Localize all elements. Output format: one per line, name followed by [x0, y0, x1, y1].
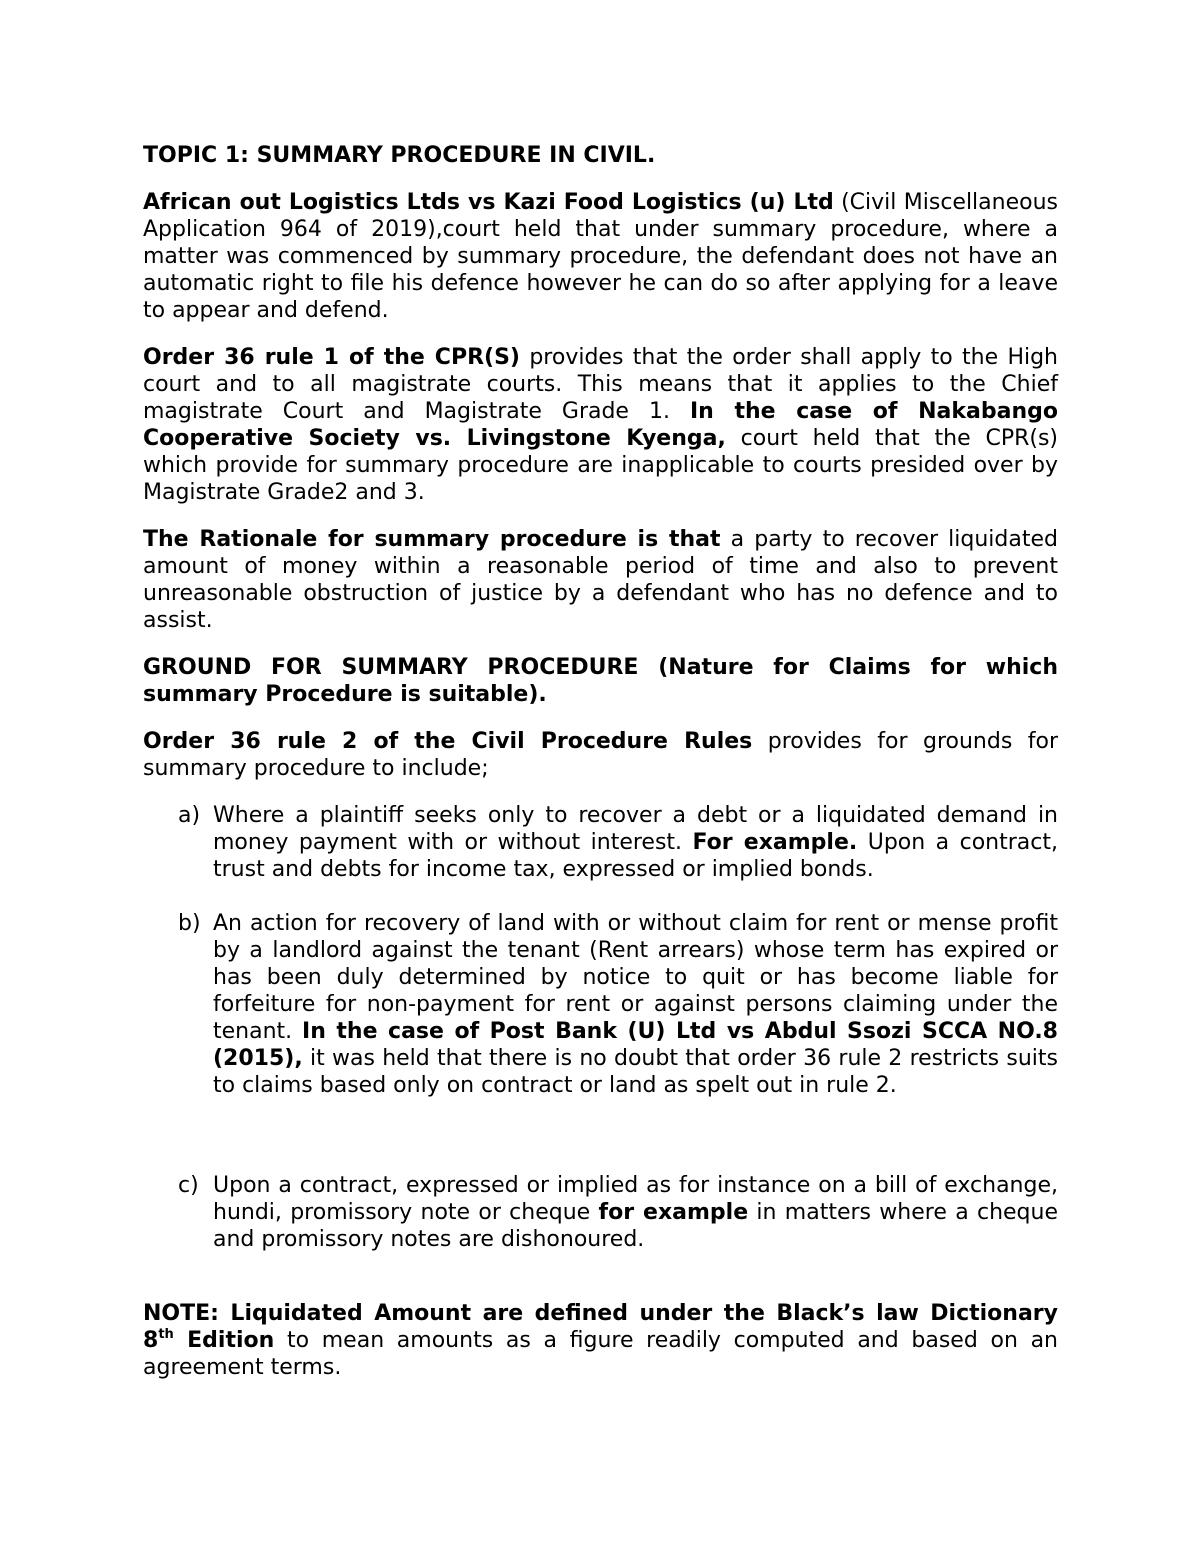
paragraph-rationale	[143, 526, 1058, 634]
note-lead: NOTE: Liquidated Amount are defined under the Black’s law Dictionary 8	[143, 1301, 1058, 1353]
list-item	[143, 910, 1058, 1099]
paragraph-text: court held that the CPR(s) which provide for summary procedure are inapplicable to courts presided over by Magistrate Grade2 and 3.	[143, 426, 1059, 505]
list-item-text: it was held that there is no doubt that order 36 rule 2 restricts suits to claims based only on contract or land as spelt out in rule 2.	[213, 1046, 1058, 1098]
list-item-text: Where a plaintiff seeks only to recover a debt or a liquidated demand in money payment with or without interest.	[213, 803, 1058, 855]
note-edition: Edition	[173, 1328, 275, 1353]
list-item	[143, 802, 1058, 883]
case-name-nakabango: In the case of Nakabango Cooperative Society vs. Livingstone Kyenga,	[143, 399, 1058, 451]
paragraph-text: (Civil Miscellaneous Application 964 of 2019),court held that under summary procedure, where a matter was commenced by summary procedure, the defendant does not have an automatic right to file his defence however he can do so after applying for a leave to appear and defend.	[143, 190, 1058, 323]
paragraph-african-out-logistics	[143, 189, 1058, 324]
list-item-text: in matters where a cheque and promissory notes are dishonoured.	[213, 1200, 1058, 1252]
paragraph-order-36-rule-2	[143, 728, 1058, 782]
list-item-bold: For example.	[692, 830, 858, 855]
section-heading-grounds: GROUND FOR SUMMARY PROCEDURE (Nature for Claims for which summary Procedure is suitable).	[143, 655, 1058, 707]
document-title: TOPIC 1: SUMMARY PROCEDURE IN CIVIL.	[143, 143, 656, 168]
rule-order-36-rule-2: Order 36 rule 2 of the Civil Procedure Rules	[143, 729, 753, 754]
paragraph-note	[143, 1300, 1058, 1381]
paragraph-text: provides that the order shall apply to the High court and to all magistrate courts. This means that it applies to the Chief magistrate Court and Magistrate Grade 1.	[143, 345, 1059, 424]
list-item-bold: for example	[598, 1200, 749, 1225]
case-name-african-out: African out Logistics Ltds vs Kazi Food Logistics (u) Ltd	[143, 190, 834, 215]
list-marker: c)	[178, 1173, 199, 1198]
list-marker: b)	[178, 911, 201, 936]
list-item-text: An action for recovery of land with or without claim for rent or mense profit by a landlord against the tenant (Rent arrears) whose term has expired or has been duly determined by notice to quit or has become liable for forfeiture for non-payment for rent or against persons claiming under the tenant.	[213, 911, 1058, 1044]
paragraph-order-36-rule-1	[143, 344, 1058, 506]
paragraph-text: a party to recover liquidated amount of money within a reasonable period of time and also to prevent unreasonable obstruction of justice by a defendant who has no defence and to assist.	[143, 527, 1058, 633]
superscript-th: th	[158, 1327, 174, 1342]
grounds-list	[143, 802, 1058, 1253]
paragraph-text: to mean amounts as a figure readily computed and based on an agreement terms.	[143, 1328, 1058, 1380]
list-item-text: Upon a contract, expressed or implied as for instance on a bill of exchange, hundi, promissory note or cheque	[213, 1173, 1058, 1225]
case-name-post-bank: In the case of Post Bank (U) Ltd vs Abdul Ssozi SCCA NO.8 (2015),	[213, 1019, 1058, 1071]
document-body	[143, 142, 1058, 1381]
rationale-lead: The Rationale for summary procedure is that	[143, 527, 721, 552]
rule-order-36-rule-1: Order 36 rule 1 of the CPR(S)	[143, 345, 520, 370]
list-marker: a)	[178, 803, 201, 828]
list-item	[143, 1172, 1058, 1253]
list-item-text: Upon a contract, trust and debts for income tax, expressed or implied bonds.	[213, 830, 1058, 882]
paragraph-text: provides for grounds for summary procedure to include;	[143, 729, 1058, 781]
